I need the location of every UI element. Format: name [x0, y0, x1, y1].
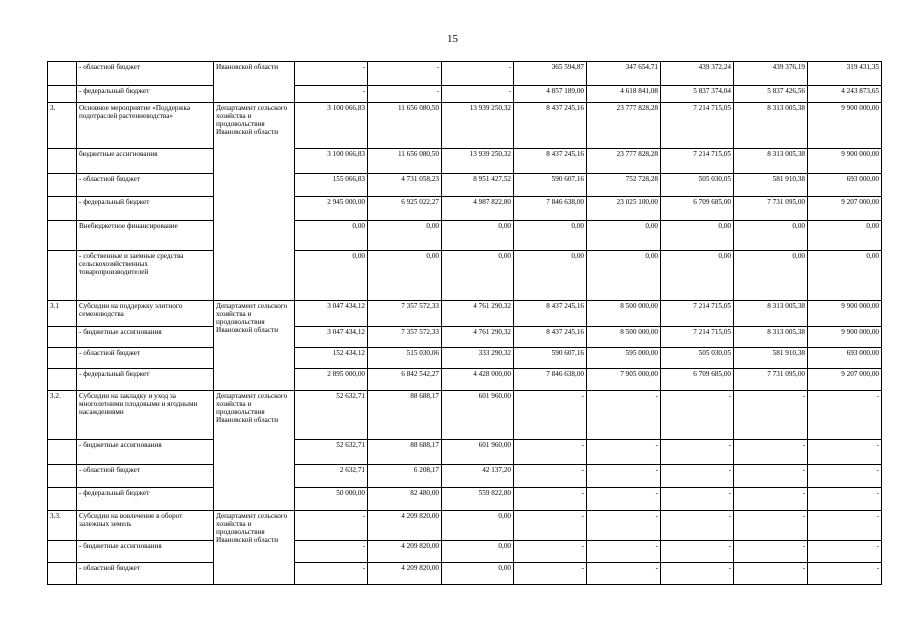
- amount-cell: -: [661, 541, 734, 563]
- amount-cell: 155 066,83: [295, 174, 368, 197]
- amount-cell: -: [734, 465, 808, 488]
- amount-cell: 439 372,24: [661, 62, 734, 86]
- table-row: [48, 511, 882, 541]
- amount-cell: 88 688,17: [368, 440, 442, 465]
- amount-cell: 4 209 820,00: [368, 511, 442, 541]
- table-row: [48, 348, 882, 369]
- amount-cell: 6 709 685,00: [661, 369, 734, 391]
- amount-cell: -: [368, 86, 442, 103]
- amount-cell: -: [587, 488, 661, 511]
- table-row: [48, 369, 882, 391]
- item-name-cell: бюджетные ассигнования: [77, 149, 214, 174]
- amount-cell: 9 900 000,00: [808, 301, 882, 327]
- amount-cell: 4 428 000,00: [442, 369, 514, 391]
- amount-cell: -: [734, 541, 808, 563]
- amount-cell: 347 654,71: [587, 62, 661, 86]
- amount-cell: 559 822,80: [442, 488, 514, 511]
- amount-cell: 8 951 427,52: [442, 174, 514, 197]
- amount-cell: 52 632,71: [295, 440, 368, 465]
- item-name-cell: - федеральный бюджет: [77, 369, 214, 391]
- executor-cell: Департамент сельского хозяйства и продовольствия Ивановской области: [214, 103, 295, 301]
- amount-cell: 0,00: [442, 511, 514, 541]
- amount-cell: 9 900 000,00: [808, 327, 882, 348]
- amount-cell: -: [295, 511, 368, 541]
- amount-cell: 2 945 000,00: [295, 197, 368, 221]
- amount-cell: 6 842 542,27: [368, 369, 442, 391]
- amount-cell: -: [514, 511, 587, 541]
- amount-cell: -: [295, 62, 368, 86]
- amount-cell: 515 030,06: [368, 348, 442, 369]
- amount-cell: 0,00: [734, 221, 808, 251]
- amount-cell: 7 214 715,05: [661, 301, 734, 327]
- table-body: [48, 62, 882, 585]
- amount-cell: 693 000,00: [808, 348, 882, 369]
- amount-cell: 8 500 000,00: [587, 301, 661, 327]
- amount-cell: 3 100 066,83: [295, 149, 368, 174]
- amount-cell: 7 846 638,00: [514, 197, 587, 221]
- amount-cell: 0,00: [734, 251, 808, 301]
- amount-cell: 50 000,00: [295, 488, 368, 511]
- item-name-cell: - федеральный бюджет: [77, 86, 214, 103]
- item-name-cell: Субсидии на закладку и уход за многолетними плодовыми и ягодными насаждениями: [77, 391, 214, 440]
- row-number-cell: [48, 563, 77, 585]
- amount-cell: 9 900 000,00: [808, 103, 882, 149]
- amount-cell: 8 437 245,16: [514, 327, 587, 348]
- row-number-cell: [48, 174, 77, 197]
- amount-cell: -: [734, 488, 808, 511]
- amount-cell: 319 431,35: [808, 62, 882, 86]
- amount-cell: -: [808, 440, 882, 465]
- amount-cell: 0,00: [295, 251, 368, 301]
- row-number-cell: [48, 149, 77, 174]
- amount-cell: -: [808, 563, 882, 585]
- row-number-cell: [48, 221, 77, 251]
- page-number: 15: [447, 33, 458, 45]
- amount-cell: 0,00: [808, 221, 882, 251]
- amount-cell: 4 857 189,00: [514, 86, 587, 103]
- amount-cell: 0,00: [442, 251, 514, 301]
- amount-cell: 13 939 250,32: [442, 103, 514, 149]
- amount-cell: -: [661, 391, 734, 440]
- budget-table: [47, 61, 882, 585]
- amount-cell: -: [295, 541, 368, 563]
- amount-cell: 9 207 000,00: [808, 197, 882, 221]
- amount-cell: 752 728,28: [587, 174, 661, 197]
- row-number-cell: [48, 440, 77, 465]
- amount-cell: -: [514, 391, 587, 440]
- amount-cell: -: [442, 62, 514, 86]
- amount-cell: -: [587, 541, 661, 563]
- item-name-cell: - федеральный бюджет: [77, 488, 214, 511]
- item-name-cell: - областной бюджет: [77, 62, 214, 86]
- table-row: [48, 327, 882, 348]
- amount-cell: 7 731 095,00: [734, 197, 808, 221]
- amount-cell: 4 761 290,32: [442, 327, 514, 348]
- amount-cell: -: [587, 563, 661, 585]
- item-name-cell: Внебюджетное финансирование: [77, 221, 214, 251]
- amount-cell: -: [514, 563, 587, 585]
- table-row: [48, 103, 882, 149]
- row-number-cell: [48, 197, 77, 221]
- table-row: [48, 197, 882, 221]
- amount-cell: -: [514, 440, 587, 465]
- amount-cell: 590 607,16: [514, 174, 587, 197]
- amount-cell: 4 761 290,32: [442, 301, 514, 327]
- amount-cell: 42 137,20: [442, 465, 514, 488]
- row-number-cell: [48, 465, 77, 488]
- amount-cell: 8 437 245,16: [514, 103, 587, 149]
- amount-cell: 0,00: [442, 221, 514, 251]
- item-name-cell: - областной бюджет: [77, 348, 214, 369]
- amount-cell: -: [295, 563, 368, 585]
- table-row: [48, 62, 882, 86]
- amount-cell: 7 905 000,00: [587, 369, 661, 391]
- amount-cell: -: [734, 511, 808, 541]
- amount-cell: 88 688,17: [368, 391, 442, 440]
- amount-cell: 13 939 250,32: [442, 149, 514, 174]
- item-name-cell: Основное мероприятие «Поддержка подотраслей растениеводства»: [77, 103, 214, 149]
- amount-cell: -: [808, 465, 882, 488]
- amount-cell: -: [587, 511, 661, 541]
- amount-cell: -: [734, 563, 808, 585]
- amount-cell: 590 607,16: [514, 348, 587, 369]
- amount-cell: 23 777 828,28: [587, 103, 661, 149]
- amount-cell: 5 837 374,04: [661, 86, 734, 103]
- row-number-cell: [48, 62, 77, 86]
- executor-cell: Департамент сельского хозяйства и продовольствия Ивановской области: [214, 391, 295, 511]
- table-row: [48, 174, 882, 197]
- amount-cell: 7 357 572,33: [368, 301, 442, 327]
- amount-cell: 82 480,00: [368, 488, 442, 511]
- amount-cell: 0,00: [442, 541, 514, 563]
- item-name-cell: - областной бюджет: [77, 563, 214, 585]
- amount-cell: 4 209 820,00: [368, 541, 442, 563]
- amount-cell: 0,00: [661, 221, 734, 251]
- amount-cell: 601 960,00: [442, 391, 514, 440]
- amount-cell: 7 357 572,33: [368, 327, 442, 348]
- row-number-cell: [48, 86, 77, 103]
- amount-cell: 0,00: [587, 251, 661, 301]
- amount-cell: 581 910,38: [734, 174, 808, 197]
- table-row: [48, 440, 882, 465]
- amount-cell: -: [808, 511, 882, 541]
- amount-cell: -: [661, 511, 734, 541]
- executor-cell: Ивановской области: [214, 62, 295, 103]
- amount-cell: 7 846 638,00: [514, 369, 587, 391]
- amount-cell: 0,00: [808, 251, 882, 301]
- amount-cell: 693 000,00: [808, 174, 882, 197]
- table-row: [48, 465, 882, 488]
- amount-cell: 23 777 828,28: [587, 149, 661, 174]
- amount-cell: 11 656 080,50: [368, 103, 442, 149]
- table-row: [48, 563, 882, 585]
- amount-cell: 601 960,00: [442, 440, 514, 465]
- item-name-cell: - бюджетные ассигнования: [77, 440, 214, 465]
- row-number-cell: [48, 541, 77, 563]
- item-name-cell: Субсидии на вовлечение в оборот залежных земель: [77, 511, 214, 541]
- amount-cell: 4 209 820,00: [368, 563, 442, 585]
- amount-cell: 8 437 245,16: [514, 301, 587, 327]
- table-row: [48, 488, 882, 511]
- item-name-cell: - бюджетные ассигнования: [77, 541, 214, 563]
- item-name-cell: - собственные и заемные средства сельскохозяйственных товаропроизводителей: [77, 251, 214, 301]
- item-name-cell: - областной бюджет: [77, 174, 214, 197]
- amount-cell: 0,00: [368, 251, 442, 301]
- amount-cell: 581 910,38: [734, 348, 808, 369]
- amount-cell: 3 047 434,12: [295, 327, 368, 348]
- amount-cell: 0,00: [514, 251, 587, 301]
- amount-cell: -: [661, 563, 734, 585]
- amount-cell: 0,00: [661, 251, 734, 301]
- amount-cell: 6 208,17: [368, 465, 442, 488]
- row-number-cell: 3.3.: [48, 511, 77, 541]
- amount-cell: 52 632,71: [295, 391, 368, 440]
- amount-cell: 11 656 080,50: [368, 149, 442, 174]
- amount-cell: 5 837 426,56: [734, 86, 808, 103]
- amount-cell: -: [514, 541, 587, 563]
- table-row: [48, 301, 882, 327]
- amount-cell: 8 313 005,38: [734, 327, 808, 348]
- amount-cell: 333 290,32: [442, 348, 514, 369]
- amount-cell: 0,00: [442, 563, 514, 585]
- table-row: [48, 541, 882, 563]
- amount-cell: -: [587, 465, 661, 488]
- amount-cell: 505 030,05: [661, 174, 734, 197]
- row-number-cell: [48, 488, 77, 511]
- amount-cell: -: [442, 86, 514, 103]
- amount-cell: 23 025 100,00: [587, 197, 661, 221]
- amount-cell: -: [661, 440, 734, 465]
- amount-cell: -: [368, 62, 442, 86]
- table-row: [48, 149, 882, 174]
- amount-cell: -: [514, 488, 587, 511]
- amount-cell: 0,00: [587, 221, 661, 251]
- row-number-cell: 3.2.: [48, 391, 77, 440]
- item-name-cell: Субсидии на поддержку элитного семеноводства: [77, 301, 214, 327]
- row-number-cell: [48, 327, 77, 348]
- amount-cell: -: [661, 488, 734, 511]
- table-row: [48, 391, 882, 440]
- amount-cell: 4 243 873,65: [808, 86, 882, 103]
- amount-cell: -: [734, 391, 808, 440]
- amount-cell: 4 987 822,80: [442, 197, 514, 221]
- amount-cell: 9 207 000,00: [808, 369, 882, 391]
- amount-cell: 7 214 715,05: [661, 327, 734, 348]
- executor-cell: Департамент сельского хозяйства и продовольствия Ивановской области: [214, 301, 295, 391]
- amount-cell: 8 313 005,38: [734, 301, 808, 327]
- amount-cell: -: [587, 440, 661, 465]
- amount-cell: 0,00: [295, 221, 368, 251]
- amount-cell: -: [514, 465, 587, 488]
- row-number-cell: 3.1: [48, 301, 77, 327]
- amount-cell: 6 925 022,27: [368, 197, 442, 221]
- table-row: [48, 86, 882, 103]
- amount-cell: -: [295, 86, 368, 103]
- amount-cell: 7 214 715,05: [661, 103, 734, 149]
- item-name-cell: - федеральный бюджет: [77, 197, 214, 221]
- amount-cell: 439 376,19: [734, 62, 808, 86]
- amount-cell: 3 100 066,83: [295, 103, 368, 149]
- amount-cell: 2 632,71: [295, 465, 368, 488]
- amount-cell: -: [661, 465, 734, 488]
- amount-cell: 505 030,05: [661, 348, 734, 369]
- amount-cell: -: [587, 391, 661, 440]
- amount-cell: 7 731 095,00: [734, 369, 808, 391]
- amount-cell: 4 731 058,23: [368, 174, 442, 197]
- row-number-cell: [48, 369, 77, 391]
- amount-cell: -: [808, 541, 882, 563]
- item-name-cell: - областной бюджет: [77, 465, 214, 488]
- amount-cell: 0,00: [514, 221, 587, 251]
- executor-cell: Департамент сельского хозяйства и продовольствия Ивановской области: [214, 511, 295, 585]
- amount-cell: -: [808, 488, 882, 511]
- item-name-cell: - бюджетные ассигнования: [77, 327, 214, 348]
- amount-cell: 0,00: [368, 221, 442, 251]
- amount-cell: 8 313 005,38: [734, 103, 808, 149]
- row-number-cell: 3.: [48, 103, 77, 149]
- amount-cell: 3 047 434,12: [295, 301, 368, 327]
- amount-cell: 8 437 245,16: [514, 149, 587, 174]
- table-row: [48, 251, 882, 301]
- row-number-cell: [48, 251, 77, 301]
- amount-cell: 8 313 005,38: [734, 149, 808, 174]
- table-row: [48, 221, 882, 251]
- amount-cell: -: [734, 440, 808, 465]
- amount-cell: 4 618 841,08: [587, 86, 661, 103]
- row-number-cell: [48, 348, 77, 369]
- amount-cell: 365 594,87: [514, 62, 587, 86]
- amount-cell: 6 709 685,00: [661, 197, 734, 221]
- amount-cell: -: [808, 391, 882, 440]
- amount-cell: 152 434,12: [295, 348, 368, 369]
- amount-cell: 2 895 000,00: [295, 369, 368, 391]
- amount-cell: 7 214 715,05: [661, 149, 734, 174]
- amount-cell: 595 000,00: [587, 348, 661, 369]
- amount-cell: 8 500 000,00: [587, 327, 661, 348]
- amount-cell: 9 900 000,00: [808, 149, 882, 174]
